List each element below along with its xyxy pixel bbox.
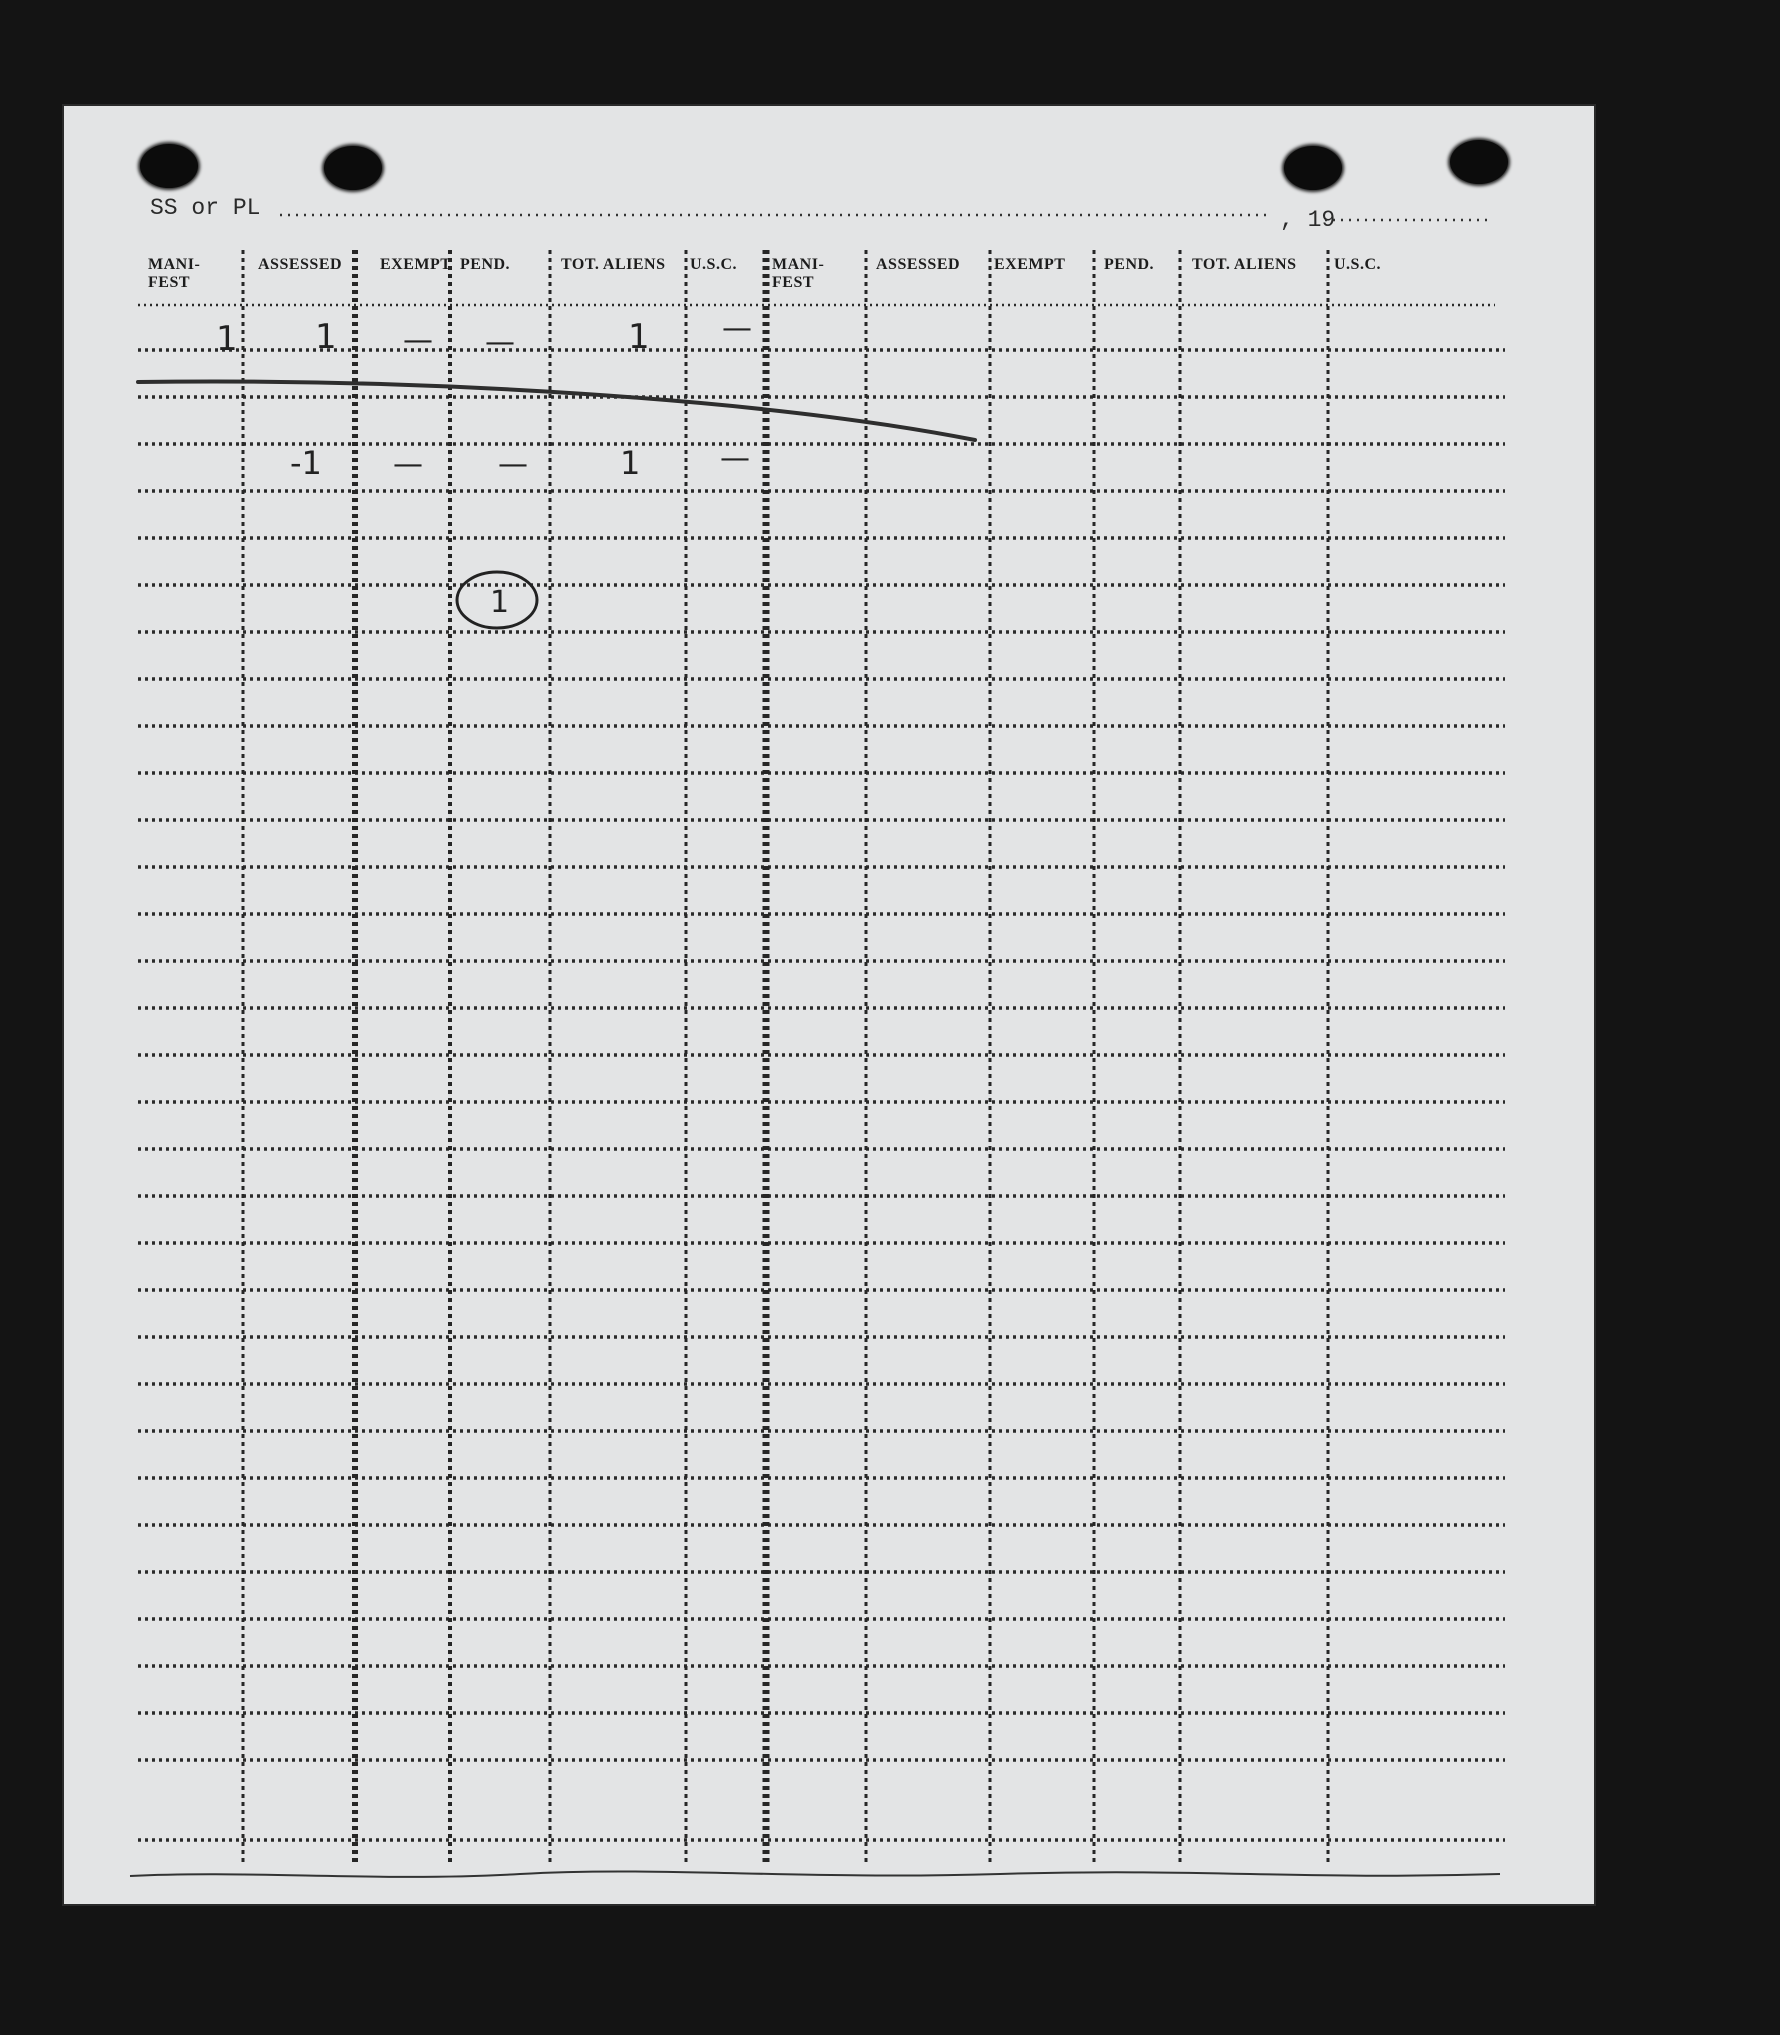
col-header-pend: PEND. bbox=[460, 256, 511, 273]
col-header-assessed-right: ASSESSED bbox=[876, 256, 961, 273]
manifest-right-line-1: MANI- bbox=[772, 256, 825, 273]
year-label: , 19 bbox=[1280, 207, 1336, 233]
hw-assessed-2: -1 bbox=[290, 444, 322, 482]
col-header-exempt-right: EXEMPT bbox=[994, 256, 1066, 273]
col-header-usc: U.S.C. bbox=[690, 256, 738, 273]
hw-pend-2: — bbox=[498, 447, 528, 482]
col-header-assessed: ASSESSED bbox=[258, 256, 343, 273]
hw-tot-aliens-1: 1 bbox=[628, 317, 650, 357]
col-header-usc-right: U.S.C. bbox=[1334, 256, 1382, 273]
row-rules bbox=[138, 305, 1505, 1840]
col-header-tot-aliens: TOT. ALIENS bbox=[561, 256, 666, 273]
hw-tot-aliens-2: 1 bbox=[620, 444, 641, 482]
bottom-rule bbox=[130, 1871, 1500, 1876]
manifest-right-line-2: FEST bbox=[772, 274, 815, 291]
col-header-exempt: EXEMPT bbox=[380, 256, 452, 273]
col-header-tot-aliens-right: TOT. ALIENS bbox=[1192, 256, 1297, 273]
vessel-label: SS or PL bbox=[150, 195, 261, 221]
col-header-pend-right: PEND. bbox=[1104, 256, 1155, 273]
hw-exempt-1: — bbox=[403, 323, 433, 358]
hw-exempt-2: — bbox=[393, 447, 423, 482]
manifest-line-2: FEST bbox=[148, 274, 191, 291]
handwritten-strike-line bbox=[138, 381, 975, 440]
hw-pend-1: — bbox=[485, 325, 515, 360]
manifest-line-1: MANI- bbox=[148, 256, 201, 273]
hw-circled-value: 1 bbox=[490, 585, 510, 620]
hw-assessed-1: 1 bbox=[315, 317, 337, 357]
hw-manifest-1: 1 bbox=[216, 319, 238, 359]
hw-usc-1: — bbox=[722, 311, 752, 346]
hw-usc-2: — bbox=[720, 441, 750, 476]
